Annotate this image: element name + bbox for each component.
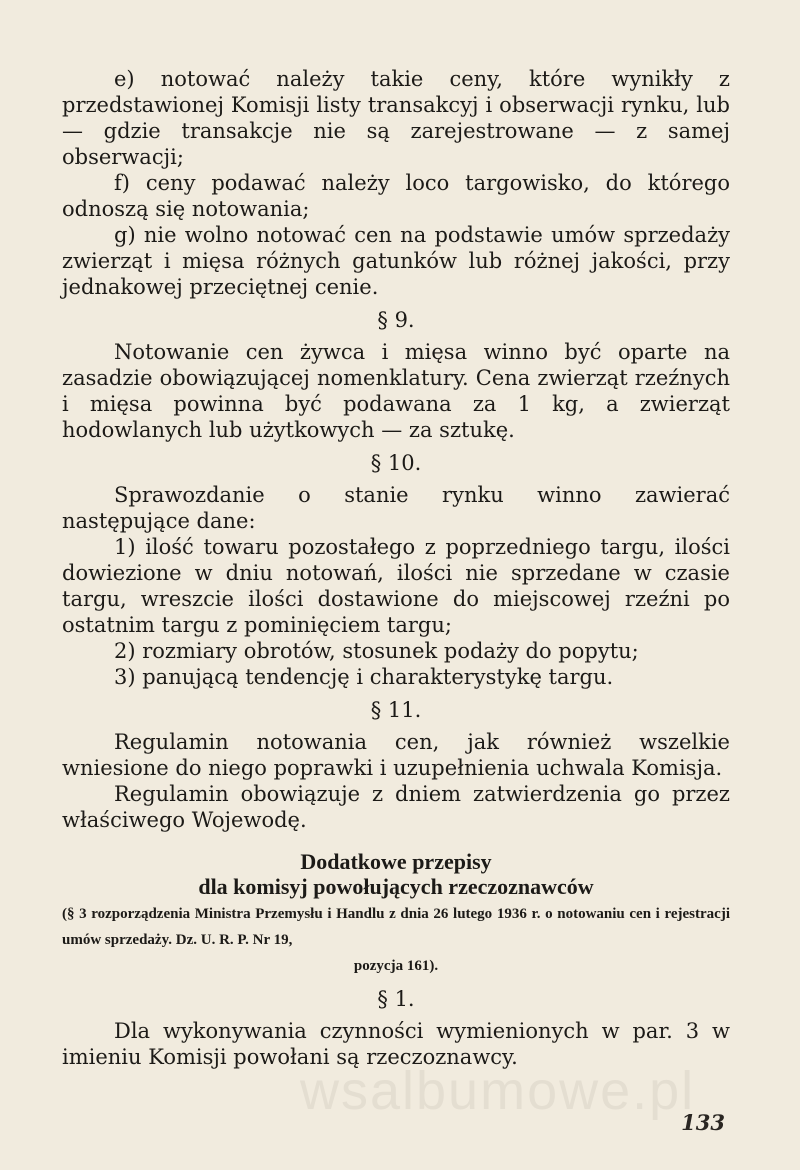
page-number: 133 xyxy=(681,1110,725,1135)
additional-rules-header xyxy=(62,849,730,979)
paragraph-e: e) notować należy takie ceny, które wynikły z przedstawionej Komisji listy transakcyj i obserwacji rynku, lub — gdzie transakcje nie są zarejestrowane — z samej obserwacji; xyxy=(62,67,730,169)
additional-heading-2: dla komisyj powołujących rzeczoznawców xyxy=(198,874,594,899)
watermark: wsalbumowe.pl xyxy=(300,1061,696,1121)
section-9-text: Notowanie cen żywca i mięsa winno być oparte na zasadzie obowiązującej nomenklatury. Cena zwierząt rzeźnych i mięsa powinna być podawana za 1 kg, a zwierząt hodowlanych lub użytkowych — za sztukę. xyxy=(62,340,730,442)
legal-reference-note-end: pozycja 161). xyxy=(353,958,439,974)
section-1-title: § 1. xyxy=(377,987,415,1011)
section-11-text-1: Regulamin notowania cen, jak również wszelkie wniesione do niego poprawki i uzupełnienia uchwala Komisja. xyxy=(62,730,730,780)
section-11-title: § 11. xyxy=(370,698,422,722)
section-10-item-2: 2) rozmiary obrotów, stosunek podaży do popytu; xyxy=(114,639,639,663)
paragraph-g: g) nie wolno notować cen na podstawie umów sprzedaży zwierząt i mięsa różnych gatunków lub różnej jakości, przy jednakowej przeciętnej cenie. xyxy=(62,223,730,299)
section-1-text: Dla wykonywania czynności wymienionych w par. 3 w imieniu Komisji powołani są rzeczoznawcy. xyxy=(62,1019,730,1069)
section-10-item-3: 3) panującą tendencję i charakterystykę targu. xyxy=(114,665,614,689)
section-10-title: § 10. xyxy=(370,451,422,475)
paragraph-f: f) ceny podawać należy loco targowisko, do którego odnoszą się notowania; xyxy=(62,171,730,221)
legal-reference-note: (§ 3 rozporządzenia Ministra Przemysłu i Handlu z dnia 26 lutego 1936 r. o notowaniu cen i rejestracji umów sprzedaży. Dz. U. R. P. Nr 19, xyxy=(62,906,730,948)
section-10-intro: Sprawozdanie o stanie rynku winno zawierać następujące dane: xyxy=(62,483,730,533)
section-10-item-1: 1) ilość towaru pozostałego z poprzedniego targu, ilości dowiezione w dniu notowań, ilości nie sprzedane w czasie targu, wreszcie ilości dostawione do miejscowej rzeźni po ostatnim targu z pominięciem targu; xyxy=(62,535,730,637)
additional-heading-1: Dodatkowe przepisy xyxy=(300,849,492,874)
section-11-text-2: Regulamin obowiązuje z dniem zatwierdzenia go przez właściwego Wojewodę. xyxy=(62,782,730,832)
section-9-title: § 9. xyxy=(377,308,415,332)
page-content xyxy=(62,66,730,1070)
